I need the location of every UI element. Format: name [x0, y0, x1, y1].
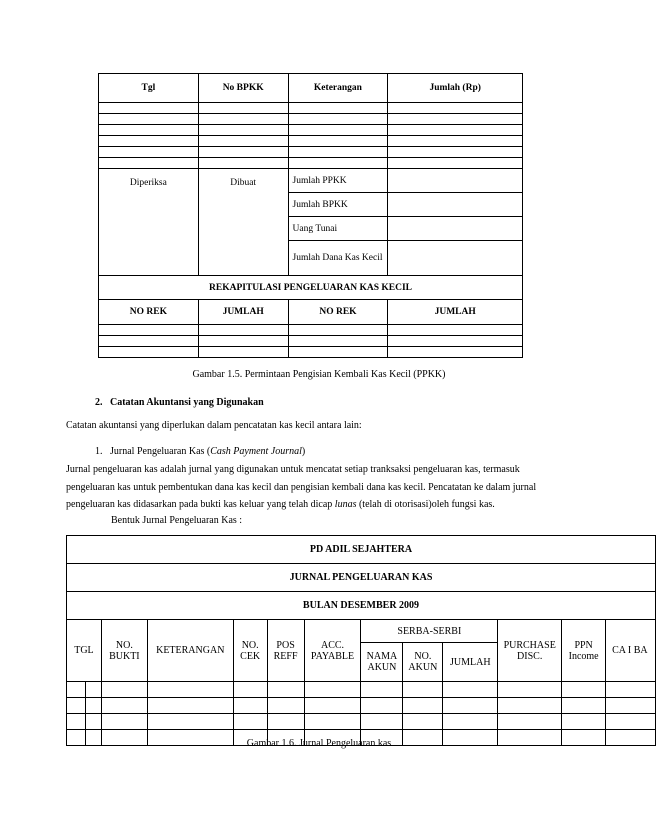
- table-row: [99, 103, 523, 114]
- table-row: [99, 325, 523, 336]
- col-keterangan: KETERANGAN: [147, 620, 233, 682]
- col-nama-akun: NAMA AKUN: [361, 643, 403, 682]
- col-serba-serbi: SERBA-SERBI: [361, 620, 498, 643]
- recap-header-jumlah: JUMLAH: [388, 300, 523, 325]
- table-row: [99, 158, 523, 169]
- table-row: [99, 125, 523, 136]
- body-paragraph: Jurnal pengeluaran kas adalah jurnal yang digunakan untuk mencatat setiap tranksaksi pengeluaran kas, termasuk pengeluaran kas untuk pembentukan dana kas kecil dan pengisian kembali dana kas kecil. Pencatatan ke dalam jurnal pengeluaran kas didasarkan pada bukti kas keluar yang telah dicap lunas (telah di otorisasi)oleh fungsi kas.: [66, 464, 537, 510]
- journal-period-row: [67, 592, 656, 620]
- form-label: Bentuk Jurnal Pengeluaran Kas :: [111, 515, 243, 526]
- journal-company: PD ADIL SEJAHTERA: [67, 536, 656, 564]
- recap-title: REKAPITULASI PENGELUARAN KAS KECIL: [99, 276, 523, 300]
- ppkk-header-keterangan: Keterangan: [288, 74, 388, 103]
- ppkk-header-tgl: Tgl: [99, 74, 199, 103]
- journal-name-row: [67, 564, 656, 592]
- col-no-cek: NO. CEK: [233, 620, 267, 682]
- recap-header-no-rek: NO REK: [99, 300, 199, 325]
- section-intro: Catatan akuntansi yang diperlukan dalam pencatatan kas kecil antara lain:: [66, 420, 362, 431]
- recap-header-no-rek: NO REK: [288, 300, 388, 325]
- col-ppn-income: PPN Income: [562, 620, 606, 682]
- table-row: [67, 698, 656, 714]
- table-row: [99, 336, 523, 347]
- ppkk-table: [98, 73, 523, 358]
- section-heading: [95, 397, 264, 408]
- summary-label: Uang Tunai: [288, 217, 388, 241]
- table-row: [99, 169, 523, 193]
- journal-name: JURNAL PENGELUARAN KAS: [67, 564, 656, 592]
- col-tgl: TGL: [67, 620, 102, 682]
- table-row: [99, 114, 523, 125]
- signature-dibuat: Dibuat: [198, 169, 288, 276]
- list-item-title: 1. Jurnal Pengeluaran Kas (Cash Payment Journal): [95, 446, 306, 457]
- section-title: Catatan Akuntansi yang Digunakan: [110, 397, 264, 408]
- journal-period: BULAN DESEMBER 2009: [67, 592, 656, 620]
- recap-header-jumlah: JUMLAH: [198, 300, 288, 325]
- ppkk-header-jumlah: Jumlah (Rp): [388, 74, 523, 103]
- summary-label: Jumlah Dana Kas Kecil: [288, 241, 388, 276]
- journal-company-row: [67, 536, 656, 564]
- signature-diperiksa: Diperiksa: [99, 169, 199, 276]
- table-row: [99, 147, 523, 158]
- col-no-akun: NO. AKUN: [403, 643, 443, 682]
- journal-table: [66, 535, 656, 746]
- table-row: [99, 347, 523, 358]
- col-no-bukti: NO. BUKTI: [101, 620, 147, 682]
- figure-caption-1-5: Gambar 1.5. Permintaan Pengisian Kembali Kas Kecil (PPKK): [192, 369, 446, 380]
- col-cash-partial: CA I BA: [606, 620, 656, 682]
- table-row: [67, 714, 656, 730]
- summary-label: Jumlah BPKK: [288, 193, 388, 217]
- table-row: [99, 136, 523, 147]
- col-acc-payable: ACC. PAYABLE: [304, 620, 361, 682]
- section-number: 2.: [95, 397, 103, 408]
- summary-label: Jumlah PPKK: [288, 169, 388, 193]
- list-item-number: 1.: [95, 446, 103, 457]
- journal-header-row: [67, 620, 656, 643]
- col-jumlah: JUMLAH: [443, 643, 498, 682]
- table-row: [67, 682, 656, 698]
- recap-header-row: [99, 300, 523, 325]
- recap-title-row: [99, 276, 523, 300]
- col-purchase-disc: PURCHASE DISC.: [498, 620, 562, 682]
- col-pos-reff: POS REFF: [267, 620, 304, 682]
- ppkk-header-no-bpkk: No BPKK: [198, 74, 288, 103]
- figure-caption-1-6: Gambar 1.6. Jurnal Pengeluaran kas: [246, 738, 392, 749]
- ppkk-header-row: [99, 74, 523, 103]
